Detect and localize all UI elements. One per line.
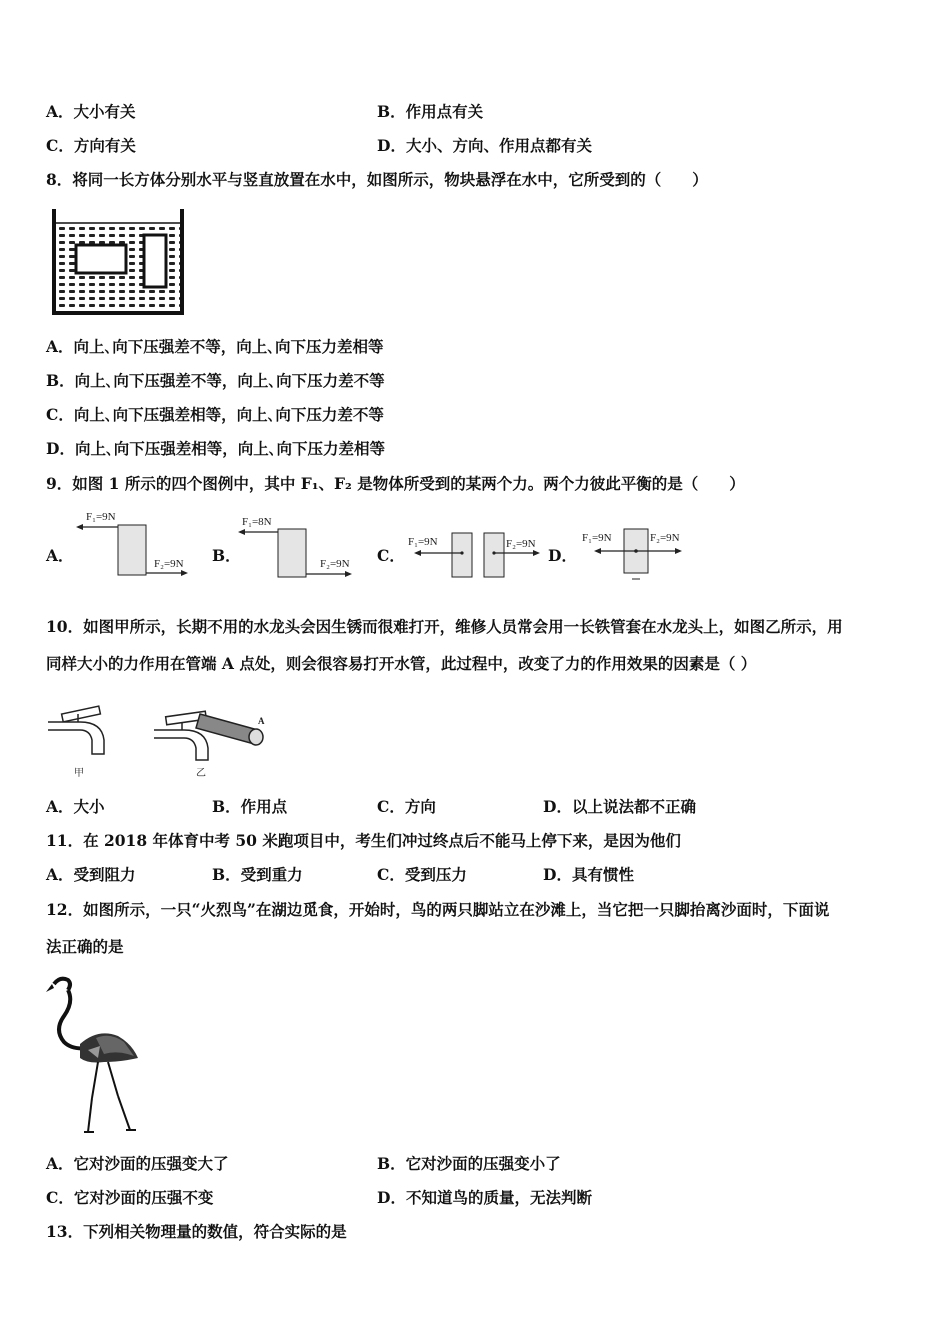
- q11-stem: 11．在 2018 年体育中考 50 米跑项目中，考生们冲过终点后不能马上停下来，是因为他们: [46, 831, 681, 850]
- q9-option-a-label: A．: [46, 546, 74, 565]
- q9-figure-a: [72, 505, 202, 585]
- q12-stem-line2: 法正确的是: [46, 937, 124, 956]
- q10-stem-line1: 10．如图甲所示，长期不用的水龙头会因生锈而很难打开，维修人员常会用一长铁管套在水龙头上，如图乙所示，用: [46, 617, 843, 636]
- q13-stem: 13．下列相关物理量的数值，符合实际的是: [46, 1222, 347, 1241]
- q10-option-c: C．方向: [377, 797, 436, 816]
- horizontal-block: [76, 245, 126, 273]
- q9-d-f2-label: F₂=9N: [650, 532, 680, 544]
- label-point-a: A: [258, 716, 265, 726]
- q8-option-a: A．向上､向下压强差不等，向上､向下压力差相等: [46, 337, 384, 356]
- q7-option-d: D．大小、方向、作用点都有关: [377, 136, 592, 155]
- q8-stem: 8．将同一长方体分别水平与竖直放置在水中，如图所示，物块悬浮在水中，它所受到的（ ）: [46, 170, 708, 189]
- q9-figure-c: [402, 525, 552, 585]
- q8-water-tank-figure: [48, 205, 188, 317]
- q9-d-f1-label: F₁=9N: [582, 532, 612, 544]
- faucet-jia: [48, 706, 104, 754]
- label-yi: 乙: [196, 768, 206, 779]
- q9-option-c-label: C．: [377, 546, 405, 565]
- q12-option-d: D．不知道鸟的质量，无法判断: [377, 1188, 592, 1207]
- q12-option-b: B．它对沙面的压强变小了: [377, 1154, 561, 1173]
- q9-c-f1-label: F₁=9N: [408, 536, 438, 548]
- q9-figure-d: [574, 525, 694, 585]
- q12-stem-line1: 12．如图所示，一只“火烈鸟”在湖边觅食，开始时，鸟的两只脚站立在沙滩上，当它把一只脚抬离沙面时，下面说: [46, 900, 830, 919]
- q11-option-a: A．受到阻力: [46, 865, 136, 884]
- q7-option-a: A．大小有关: [46, 102, 136, 121]
- q9-option-b-label: B．: [212, 546, 241, 565]
- q8-option-d: D．向上､向下压强差相等，向上､向下压力差相等: [46, 439, 385, 458]
- q9-option-d-label: D．: [548, 546, 577, 565]
- vertical-block: [144, 235, 166, 287]
- q9-b-f2-label: F₂=9N: [320, 558, 350, 570]
- q9-c-f2-label: F₂=9N: [506, 538, 536, 550]
- faucet-yi-with-pipe: [154, 711, 263, 760]
- q8-option-b: B．向上､向下压强差不等，向上､向下压力差不等: [46, 371, 385, 390]
- q8-option-c: C．向上､向下压强差相等，向上､向下压力差不等: [46, 405, 384, 424]
- q10-option-d: D．以上说法都不正确: [543, 797, 696, 816]
- q10-option-b: B．作用点: [212, 797, 288, 816]
- q11-option-b: B．受到重力: [212, 865, 303, 884]
- q12-option-a: A．它对沙面的压强变大了: [46, 1154, 229, 1173]
- q11-option-d: D．具有惯性: [543, 865, 634, 884]
- q9-figure-b: [236, 505, 366, 585]
- q10-stem-line2: 同样大小的力作用在管端 A 点处，则会很容易打开水管，此过程中，改变了力的作用效果的因素是（ ）: [46, 654, 757, 673]
- q10-faucet-figure: [44, 700, 276, 780]
- q9-a-f2-label: F₂=9N: [154, 558, 184, 570]
- q9-a-f1-label: F₁=9N: [86, 511, 116, 523]
- q12-option-c: C．它对沙面的压强不变: [46, 1188, 214, 1207]
- q9-b-f1-label: F₁=8N: [242, 516, 272, 528]
- q10-option-a: A．大小: [46, 797, 105, 816]
- q7-option-c: C．方向有关: [46, 136, 136, 155]
- q9-stem: 9．如图 1 所示的四个图例中，其中 F₁、F₂ 是物体所受到的某两个力。两个力彼此平衡的是（ ）: [46, 474, 745, 493]
- q7-option-b: B．作用点有关: [377, 102, 484, 121]
- q11-option-c: C．受到压力: [377, 865, 467, 884]
- label-jia: 甲: [74, 768, 84, 779]
- q12-flamingo-figure: [40, 972, 150, 1138]
